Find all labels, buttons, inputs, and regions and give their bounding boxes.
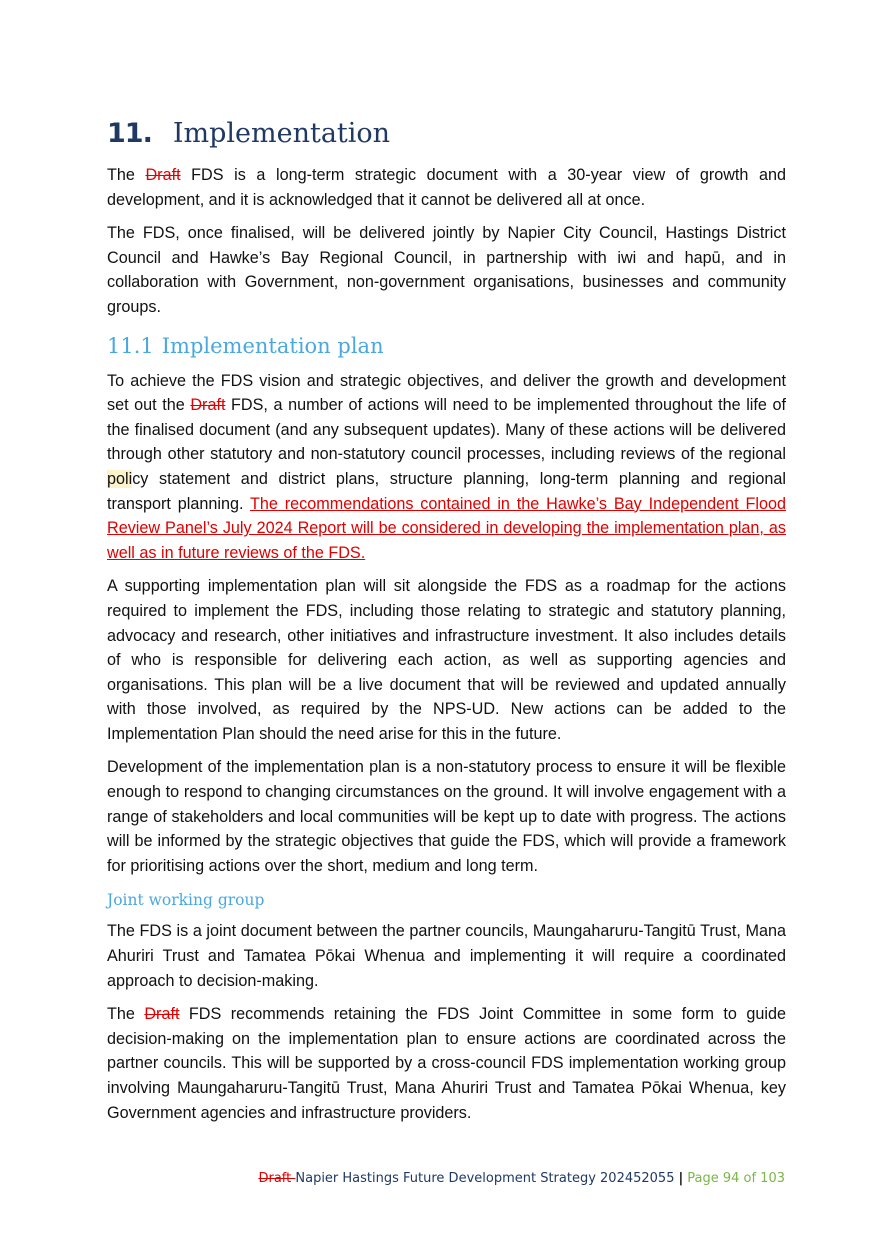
highlighted-text: poli	[107, 469, 133, 488]
page-content	[107, 118, 786, 1134]
plan-text-c: cy statement and district plans, structure planning, long-term planning and regional transport planning.	[107, 469, 786, 513]
section-number: 11.	[107, 118, 152, 149]
footer-separator: |	[678, 1171, 684, 1186]
subsection-number: 11.1	[107, 333, 154, 358]
joint-working-group-heading: Joint working group	[107, 891, 265, 910]
intro-lead: The	[107, 166, 146, 184]
working-group-paragraph-1: The FDS is a joint document between the partner councils, Maungaharuru-Tangitū Trust, Mana Ahuriri Trust and Tamatea Pōkai Whenua and implementing it will require a coordinated approach to decision-making.	[107, 922, 786, 990]
intro-paragraph-2: The FDS, once finalised, will be delivered jointly by Napier City Council, Hastings District Council and Hawke’s Bay Regional Council, in partnership with iwi and hapū, and in collaboration with Government, non-government organisations, businesses and community groups.	[107, 224, 786, 316]
page-number: Page 94 of 103	[687, 1171, 785, 1186]
deleted-draft-text: Draft	[190, 396, 226, 415]
working-group-paragraph-2	[107, 1002, 786, 1125]
inserted-text: The recommendations contained in the Hawke’s Bay Independent Flood Review Panel’s July 2024 Report will be considered in developing the implementation plan, as well as in future reviews of the FDS.	[107, 494, 787, 562]
plan-text-a: To achieve the FDS vision and strategic objectives, and deliver the growth and development set out the	[107, 371, 786, 415]
section-heading	[107, 118, 786, 149]
intro-paragraph-1	[107, 163, 786, 212]
plan-paragraph-1	[107, 369, 786, 566]
footer-document-title: Napier Hastings Future Development Strategy 202452055	[295, 1171, 675, 1186]
deleted-draft-text: Draft	[144, 1005, 180, 1024]
subsection-heading	[107, 334, 786, 358]
deleted-draft-text: Draft	[145, 166, 181, 184]
section-title: Implementation	[172, 118, 391, 149]
working-group-lead: The	[107, 1005, 145, 1024]
plan-paragraph-2: A supporting implementation plan will sit alongside the FDS as a roadmap for the actions required to implement the FDS, including those relating to strategic and statutory planning, advocacy and research, other initiatives and infrastructure investment. It also includes details of who is responsible for delivering each action, as well as supporting agencies and organisations. This plan will be a live document that will be reviewed and updated annually with those involved, as required by the NPS-UD. New actions can be added to the Implementation Plan should the need arise for this in the future.	[107, 577, 786, 743]
footer-deleted-draft: Draft	[258, 1171, 296, 1186]
plan-paragraph-3: Development of the implementation plan is a non-statutory process to ensure it will be flexible enough to respond to changing circumstances on the ground. It will involve engagement with a range of stakeholders and local communities will be kept up to date with progress. The actions will be informed by the strategic objectives that guide the FDS, which will provide a framework for prioritising actions over the short, medium and long term.	[107, 758, 786, 875]
page-footer	[258, 1171, 785, 1186]
subsection-title: Implementation plan	[161, 333, 384, 358]
plan-text-b: FDS, a number of actions will need to be implemented throughout the life of the finalised document (and any subsequent updates). Many of these actions will be delivered through other statutory and non-statutory council processes, including reviews of the regional	[107, 396, 786, 464]
intro-text: FDS is a long-term strategic document with a 30-year view of growth and development, and it is acknowledged that it cannot be delivered all at once.	[107, 166, 786, 209]
working-group-text: FDS recommends retaining the FDS Joint Committee in some form to guide decision-making on the implementation plan to ensure actions are coordinated across the partner councils. This will be supported by a cross-council FDS implementation working group involving Maungaharuru-Tangitū Trust, Mana Ahuriri Trust and Tamatea Pōkai Whenua, key Government agencies and infrastructure providers.	[107, 1005, 786, 1122]
